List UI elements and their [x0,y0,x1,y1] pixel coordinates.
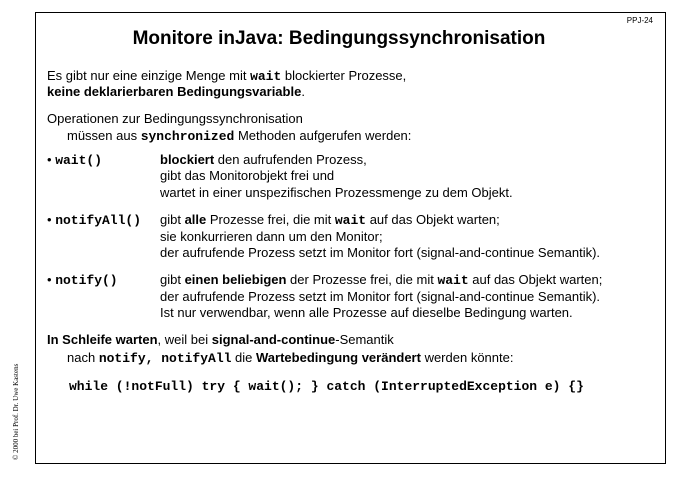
intro-line-2: keine deklarierbaren Bedingungsvariable. [47,84,305,99]
ops-line-1: Operationen zur Bedingungssynchronisation [47,111,303,126]
intro-line-1: Es gibt nur eine einzige Menge mit wait blockierter Prozesse, [47,68,407,84]
code-example: while (!notFull) try { wait(); } catch (InterruptedException e) {} [69,379,584,394]
loop-line-1: In Schleife warten, weil bei signal-and-continue-Semantik [47,332,394,347]
page-id: PPJ-24 [626,16,653,25]
page-title: Monitore inJava: Bedingungssynchronisation [132,28,546,49]
notify-desc-1: gibt einen beliebigen der Prozesse frei, die mit wait auf das Objekt warten; [160,272,603,288]
wait-desc-3: wartet in einer unspezifischen Prozessmenge zu dem Objekt. [160,185,513,200]
notifyall-method: • notifyAll() [47,212,142,228]
copyright-notice: © 2000 bei Prof. Dr. Uwe Kastens [12,363,20,460]
notifyall-desc-2: sie konkurrieren dann um den Monitor; [160,229,383,244]
notify-desc-3: Ist nur verwendbar, wenn alle Prozesse auf dieselbe Bedingung warten. [160,305,573,320]
notifyall-desc-1: gibt alle Prozesse frei, die mit wait auf das Objekt warten; [160,212,500,228]
notifyall-desc-3: der aufrufende Prozess setzt im Monitor fort (signal-and-continue Semantik). [160,245,601,260]
wait-method: • wait() [47,152,102,168]
wait-desc-1: blockiert den aufrufenden Prozess, [160,152,367,167]
notify-desc-2: der aufrufende Prozess setzt im Monitor fort (signal-and-continue Semantik). [160,289,601,304]
ops-line-2: müssen aus synchronized Methoden aufgerufen werden: [67,128,412,144]
wait-desc-2: gibt das Monitorobjekt frei und [160,168,335,183]
loop-line-2: nach notify, notifyAll die Wartebedingung verändert werden könnte: [67,350,514,366]
notify-method: • notify() [47,272,118,288]
